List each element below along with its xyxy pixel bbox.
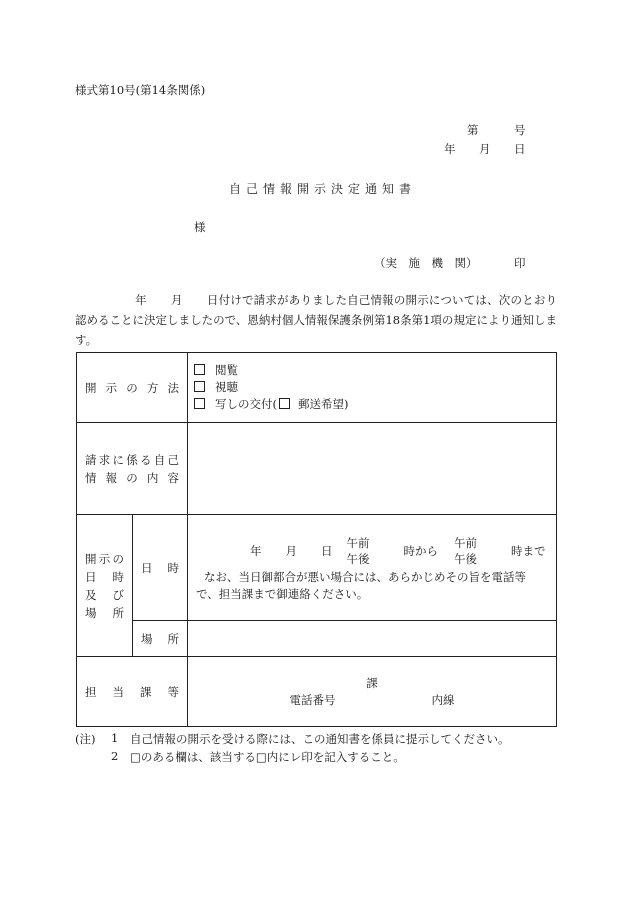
place-row [77, 621, 557, 657]
info-label: 請求に係る自己 情報の内容 [77, 423, 188, 515]
datetime-label: 日 時 [133, 515, 188, 621]
datetime-field[interactable] [188, 515, 557, 621]
checkbox-icon[interactable] [279, 398, 290, 409]
section-label: 課 [366, 675, 378, 690]
contact-field[interactable] [188, 657, 557, 727]
place-label: 場 所 [133, 621, 188, 657]
phone-line: 電話番号 内線 [289, 692, 455, 707]
date-day: 日 [514, 142, 526, 156]
option-listening[interactable]: 視聴 [194, 379, 556, 396]
checkbox-icon[interactable] [194, 381, 205, 392]
document-title: 自己情報開示決定通知書 [229, 182, 417, 196]
number-suffix: 号 [514, 123, 526, 137]
issuing-agency: （実 施 機 関） [374, 256, 478, 270]
disclosure-table [76, 352, 557, 727]
am-pm-start: 午前 午後 [346, 535, 370, 566]
date-year: 年 [444, 142, 456, 156]
number-prefix: 第 [467, 123, 479, 137]
contact-label: 担当課等 [77, 657, 188, 727]
body-month: 月 [170, 293, 183, 307]
method-label: 開示の方法 [77, 353, 188, 423]
body-text: 日付けで請求がありました自己情報の開示については、次のとおり認めることに決定しましたので、恩納村個人情報保護条例第18条第1項の規定により通知します。 [75, 293, 558, 347]
option-copy[interactable]: 写しの交付( 郵送希望) [194, 396, 556, 413]
note-number: 1 [111, 731, 119, 745]
seal-mark: 印 [514, 256, 526, 270]
method-row [77, 353, 557, 423]
datetime-note: なお、当日御都合が悪い場合には、あらかじめその旨を電話等で、担当課まで御連絡ください。 [196, 569, 526, 601]
datetime-line: 年 月 日 午前 午後 時から 午前 午後 時まで [250, 535, 546, 566]
notes-label: (注) [75, 732, 96, 746]
place-field[interactable] [188, 621, 557, 657]
method-options [188, 353, 557, 423]
option-viewing[interactable]: 閲覧 [194, 362, 556, 379]
note-text: □のある欄は、該当する□内にレ印を記入すること。 [130, 750, 405, 764]
checkbox-icon[interactable] [194, 364, 205, 375]
addressee-suffix: 様 [194, 220, 206, 234]
contact-row [77, 657, 557, 727]
datetime-row [77, 515, 557, 621]
checkbox-icon[interactable] [194, 398, 205, 409]
info-row [77, 423, 557, 515]
form-id: 様式第10号(第14条関係) [75, 83, 206, 97]
note-number: 2 [111, 749, 119, 763]
schedule-label: 開示の 日 時 及 び 場 所 [77, 515, 133, 657]
body-year: 年 [135, 293, 147, 307]
info-field[interactable] [188, 423, 557, 515]
note-text: 自己情報の開示を受ける際には、この通知書を係員に提示してください。 [130, 732, 510, 746]
notice-body [75, 290, 557, 350]
am-pm-end: 午前 午後 [454, 535, 477, 566]
date-month: 月 [479, 142, 491, 156]
